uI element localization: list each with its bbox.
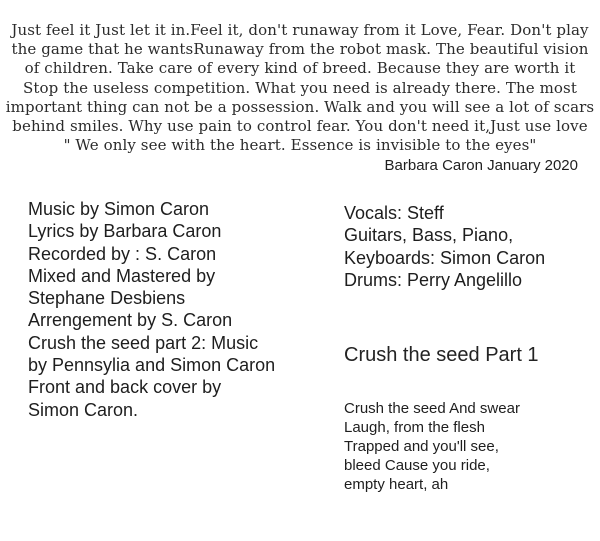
credit-line: Music by Simon Caron [28, 199, 210, 219]
credits-right-column [344, 202, 545, 291]
credit-line: Guitars, Bass, Piano, [344, 225, 514, 246]
credit-line: Stephane Desbiens [28, 288, 186, 309]
quote-line: behind smiles. Why use pain to control fear. You don't need it,Just use love [12, 117, 588, 136]
credit-line: Mixed and Mastered by [28, 265, 216, 286]
quote-line: " We only see with the heart. Essence is invisible to the eyes" [63, 136, 537, 155]
lyric-line: Laugh, from the flesh [344, 419, 485, 436]
quote-attribution: Barbara Caron January 2020 [384, 157, 578, 174]
credit-line: Crush the seed part 2: Music [28, 332, 259, 353]
credit-line: Keyboards: Simon Caron [344, 247, 546, 268]
lyric-line: Trapped and you'll see, [344, 438, 499, 455]
lyrics-block [344, 399, 520, 494]
lyric-line: Crush the seed And swear [344, 400, 520, 417]
quote-line: of children. Take care of every kind of breed. Because they are worth it [24, 59, 576, 78]
lyric-line: bleed Cause you ride, [344, 457, 490, 474]
song-title: Crush the seed Part 1 [344, 344, 539, 366]
quote-paragraph [0, 21, 600, 155]
credit-line: Arrengement by S. Caron [28, 310, 233, 331]
quote-line: Stop the useless competition. What you need is already there. The most [23, 78, 577, 97]
lyric-line: empty heart, ah [344, 476, 449, 493]
credits-left-column [28, 198, 275, 421]
quote-line: Just feel it Just let it in.Feel it, don't runaway from it Love, Fear. Don't play [11, 21, 589, 39]
quote-line: the game that he wantsRunaway from the robot mask. The beautiful vision [11, 40, 589, 59]
credit-line: by Pennsylia and Simon Caron [28, 355, 276, 376]
credit-line: Vocals: Steff [344, 203, 444, 223]
credit-line: Front and back cover by [28, 377, 222, 398]
credit-line: Recorded by : S. Caron [28, 243, 217, 264]
quote-line: important thing can not be a possession. Walk and you will see a lot of scars [5, 97, 595, 116]
credit-line: Simon Caron. [28, 399, 139, 420]
credit-line: Lyrics by Barbara Caron [28, 221, 222, 242]
credit-line: Drums: Perry Angelillo [344, 269, 523, 290]
